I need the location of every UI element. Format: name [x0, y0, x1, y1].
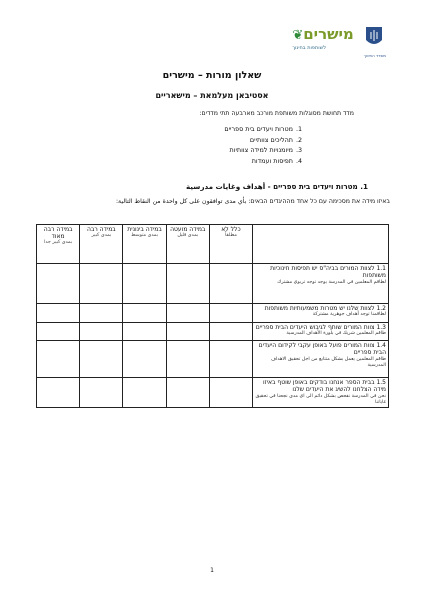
- statement-cell: [253, 341, 389, 378]
- brand-name: [292, 26, 353, 44]
- list-label: מטרות ויעדים בית ספריים: [224, 125, 293, 133]
- answer-cell[interactable]: [37, 341, 80, 378]
- answer-cell[interactable]: [209, 323, 252, 341]
- answer-cell[interactable]: [37, 323, 80, 341]
- ministry-logo: [364, 26, 386, 58]
- statement-cell: [253, 323, 389, 341]
- list-item: [116, 136, 306, 147]
- statement-ar: نحن في المدرسة نفحص بشكل دائم الى اي مدى نجحنا في تحقيق غاياتنا: [255, 393, 386, 405]
- header-large-extent: [80, 225, 123, 264]
- answer-cell[interactable]: [80, 304, 123, 323]
- answer-cell[interactable]: [80, 341, 123, 378]
- list-number: 4.: [296, 156, 303, 165]
- answer-cell[interactable]: [37, 304, 80, 323]
- instructions-text: באיזו מידה את מסכימה עם כל אחד מההיגדים הבאים: بأي مدى توافقون على كل واحدة من النقاط التالية:: [115, 198, 390, 205]
- header-blank: [253, 225, 389, 264]
- header-he: במידה רבה מאוד: [43, 226, 73, 240]
- statement-he: 1.4 צוות המורים פועל באופן עקבי לקידום היעדים הבית ספריים: [258, 342, 386, 357]
- header-ar: بمدى متوسط: [131, 233, 159, 238]
- list-number: 1.: [296, 125, 303, 133]
- statement-ar: لطاقمنا توجد أهداف جوهرية مشتركة: [312, 312, 386, 318]
- list-number: 3.: [296, 146, 303, 154]
- answer-cell[interactable]: [166, 378, 209, 408]
- statement-cell: [253, 378, 389, 408]
- statement-ar: طاقم المعلمين يعمل بشكل متتابع من اجل تحقيق الاهداف المدرسية: [271, 356, 386, 368]
- answer-cell[interactable]: [123, 323, 166, 341]
- answer-cell[interactable]: [209, 378, 252, 408]
- statement-he: 1.2 לצוות שלנו יש מטרות משמעותיות משותפות: [264, 305, 386, 312]
- answer-cell[interactable]: [209, 341, 252, 378]
- list-item: [116, 157, 306, 168]
- header-logos: [292, 26, 386, 58]
- statement-cell: [253, 264, 389, 304]
- questionnaire-table: [36, 224, 389, 408]
- answer-cell[interactable]: [166, 323, 209, 341]
- answer-cell[interactable]: [166, 341, 209, 378]
- page-number: 1: [210, 567, 214, 574]
- statement-he: 1.1 לצוות המורים בביה"ס יש תפיסות חינוכיות משותפות: [270, 265, 386, 280]
- answer-cell[interactable]: [166, 264, 209, 304]
- answer-cell[interactable]: [209, 304, 252, 323]
- leaf-icon: ❦: [292, 28, 304, 43]
- dimensions-list: [116, 125, 306, 167]
- answer-cell[interactable]: [123, 264, 166, 304]
- statement-ar: طاقم المعلمين شريك في بلورة الأهداف المدرسية: [286, 331, 386, 337]
- list-number: 2.: [296, 135, 303, 144]
- answer-cell[interactable]: [80, 323, 123, 341]
- statement-he: 1.5 בבית הספר אנחנו בודקים באופן שוטף באיזו מידה הצלחנו להשיג את היעדים שלנו: [262, 379, 386, 394]
- header-small-extent: [166, 225, 209, 264]
- page-title: שאלון מורות – מישרים: [162, 70, 262, 81]
- header-very-large-extent: [37, 225, 80, 264]
- header-he: במידה רבה: [86, 226, 116, 233]
- header-he: במידה מועטה: [170, 226, 206, 233]
- header-ar: مطلقاً: [224, 233, 237, 238]
- answer-cell[interactable]: [123, 341, 166, 378]
- brand-name-text: מישרים: [303, 25, 354, 43]
- table-row: [37, 323, 389, 341]
- state-emblem-icon: [364, 26, 384, 48]
- answer-cell[interactable]: [80, 378, 123, 408]
- header-he: במידה בינונית: [127, 226, 162, 233]
- answer-cell[interactable]: [80, 264, 123, 304]
- emblem-caption: משרד החינוך: [363, 53, 386, 58]
- list-item: [116, 146, 306, 157]
- statement-cell: [253, 304, 389, 323]
- mishrim-logo: [292, 26, 353, 51]
- table-row: [37, 264, 389, 304]
- list-label: מיומנויות למידה צוותיות: [229, 146, 293, 154]
- table-row: [37, 304, 389, 323]
- table-header-row: [37, 225, 389, 264]
- header-not-at-all: [209, 225, 252, 264]
- header-he: כלל לא: [221, 226, 241, 233]
- table-row: [37, 378, 389, 408]
- table-row: [37, 341, 389, 378]
- list-label: תפיסות ועמדות: [251, 156, 293, 165]
- page-subtitle: אסטיבאן מעלמאת – מישאריים: [155, 91, 269, 100]
- header-ar: بمدى قليل: [177, 233, 199, 238]
- header-ar: بمدى كبير: [91, 233, 112, 238]
- answer-cell[interactable]: [123, 378, 166, 408]
- brand-tagline: לשותפות בחינוך: [292, 45, 327, 51]
- header-ar: بمدى كبير جدا: [44, 240, 73, 245]
- statement-he: 1.3 צוות המורים שותף לגיבוש היעדים הבית ספריים: [255, 324, 386, 331]
- answer-cell[interactable]: [123, 304, 166, 323]
- answer-cell[interactable]: [37, 264, 80, 304]
- answer-cell[interactable]: [37, 378, 80, 408]
- intro-text: מדד תחושת מסוגלות משותפת מורכב מארבעה תתי מדדים:: [199, 110, 354, 117]
- section-title: 1. מטרות ויעדים בית ספריים - أهداف وغايات مدرسية: [185, 182, 368, 191]
- list-label: תהליכים צוותיים: [249, 135, 293, 144]
- list-item: [116, 125, 306, 136]
- answer-cell[interactable]: [209, 264, 252, 304]
- header-medium-extent: [123, 225, 166, 264]
- statement-ar: لطاقم المعلمين في المدرسة يوجد توجه تربوي مشترك: [277, 279, 386, 285]
- answer-cell[interactable]: [166, 304, 209, 323]
